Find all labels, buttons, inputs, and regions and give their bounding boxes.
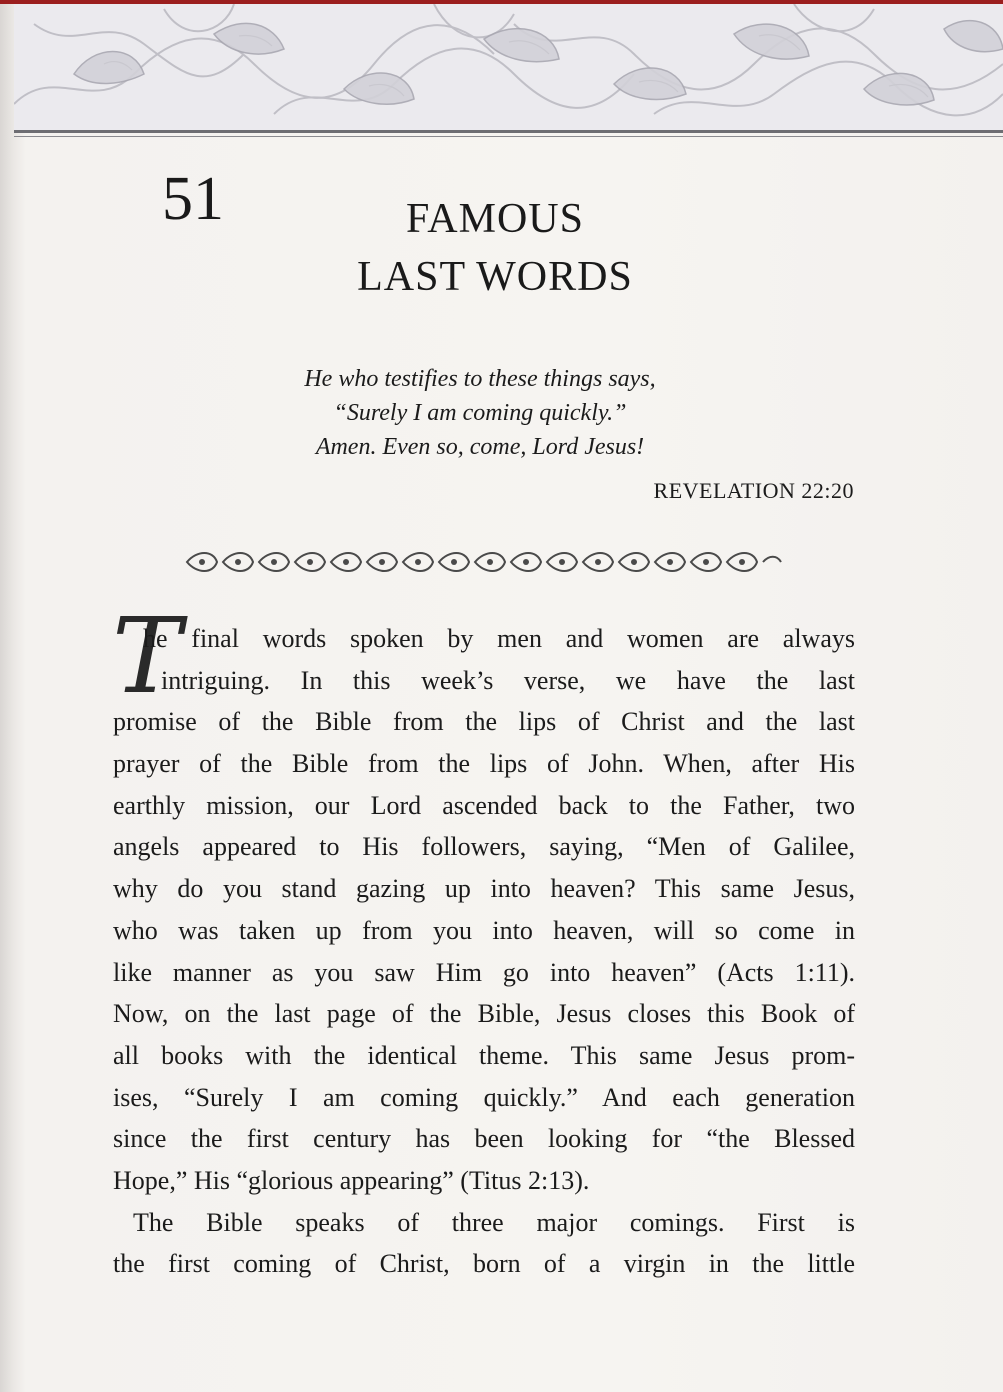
body-line: Hope,” His “glorious appearing” (Titus 2:13). — [113, 1165, 590, 1195]
body-line: intriguing. In this week’s verse, we have the last — [161, 665, 855, 695]
body-line: why do you stand gazing up into heaven? This same Jesus, — [113, 874, 855, 904]
foliage-pattern-icon — [14, 4, 1003, 130]
epigraph — [200, 362, 760, 464]
body-line: prayer of the Bible from the lips of John. When, after His — [113, 749, 855, 779]
body-line: The Bible speaks of three major comings. First is — [133, 1207, 855, 1237]
epigraph-line: “Surely I am coming quickly.” — [333, 400, 627, 426]
chapter-title-line: FAMOUS — [406, 196, 584, 242]
body-line: he final words spoken by men and women are always — [143, 624, 855, 653]
body-line: since the first century has been looking for “the Blessed — [113, 1124, 855, 1154]
body-line: who was taken up from you into heaven, will so come in — [113, 915, 855, 945]
body-line: Now, on the last page of the Bible, Jesus closes this Book of — [113, 999, 855, 1029]
epigraph-line: Amen. Even so, come, Lord Jesus! — [315, 434, 645, 460]
chapter-title-line: LAST WORDS — [357, 254, 633, 300]
drop-cap: T — [112, 595, 182, 717]
epigraph-reference: REVELATION 22:20 — [653, 478, 854, 503]
body-line: angels appeared to His followers, saying, “Men of Galilee, — [113, 832, 855, 862]
ornamental-divider-icon — [183, 547, 783, 577]
decorative-foliage-banner — [14, 4, 1003, 130]
epigraph-line: He who testifies to these things says, — [304, 366, 656, 392]
body-line: the first coming of Christ, born of a virgin in the little — [113, 1249, 855, 1279]
chapter-number: 51 — [162, 165, 224, 233]
header-rule-thin — [14, 136, 1003, 137]
chapter-title — [300, 190, 690, 306]
body-line: earthly mission, our Lord ascended back to the Father, two — [113, 790, 855, 820]
body-line: ises, “Surely I am coming quickly.” And each generation — [113, 1082, 855, 1112]
body-line: like manner as you saw Him go into heaven” (Acts 1:11). — [113, 957, 855, 987]
body-line: promise of the Bible from the lips of Christ and the last — [113, 707, 855, 737]
body-text — [113, 618, 855, 1285]
header-rule-thick — [14, 130, 1003, 133]
body-line: all books with the identical theme. This same Jesus prom- — [113, 1040, 855, 1070]
